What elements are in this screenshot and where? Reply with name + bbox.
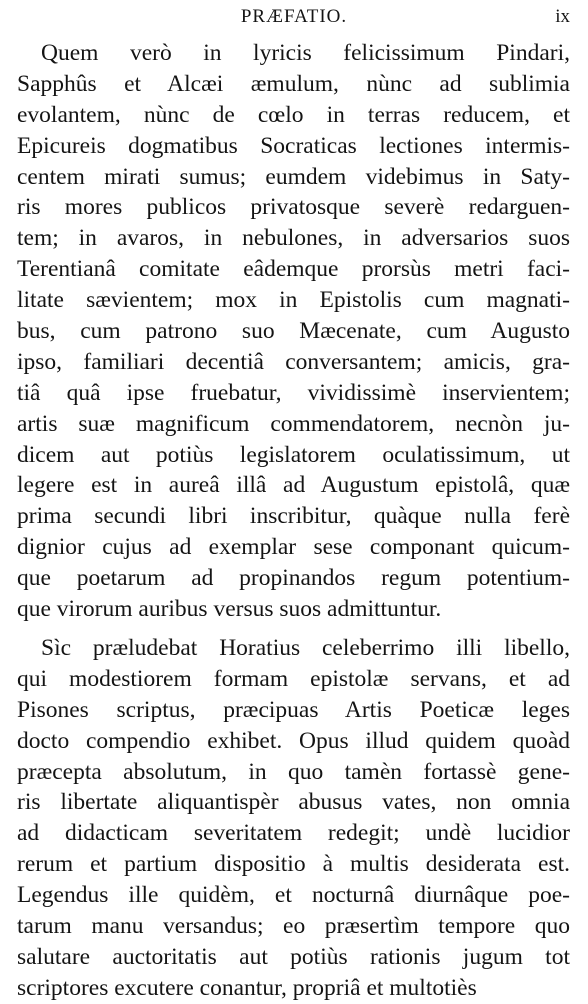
text-line: Sìc præludebat Horatius celeberrimo illi libello,: [41, 635, 570, 661]
text-line: Quem verò in lyricis felicissimum Pindari,: [41, 40, 570, 66]
text-line: ad didacticam severitatem redegit; undè lucidior: [17, 820, 570, 847]
text-line: tiâ quâ ipse fruebatur, vividissimè inservientem;: [17, 379, 570, 406]
text-line: Legendus ille quidèm, et nocturnâ diurnâque poe-: [17, 882, 570, 909]
text-line: tem; in avaros, in nebulones, in adversarios suos: [17, 225, 570, 252]
text-line: docto compendio exhibet. Opus illud quidem quoàd: [17, 727, 570, 754]
text-line: ris mores publicos privatosque severè redarguen-: [17, 194, 570, 221]
text-line: dignior cujus ad exemplar sese componant quicum-: [17, 534, 570, 561]
text-line: ipso, familiari decentiâ conversantem; amicis, gra-: [17, 348, 570, 375]
text-line: salutare auctoritatis aut potiùs rationis jugum tot: [17, 943, 570, 970]
text-line: artis suæ magnificum commendatorem, necnòn ju-: [17, 410, 570, 437]
page-number: ix: [555, 6, 570, 27]
text-line: prima secundi libri inscribitur, quàque nulla ferè: [17, 503, 570, 530]
text-line: præcepta absolutum, in quo tamèn fortassè gene-: [17, 758, 570, 785]
text-line: que virorum auribus versus suos admittuntur.: [17, 596, 442, 623]
text-line: Sapphûs et Alcæi æmulum, nùnc ad sublimia: [17, 70, 570, 97]
text-line: legere est in aureâ illâ ad Augustum epistolâ, quæ: [17, 472, 570, 499]
running-title: PRÆFATIO.: [240, 6, 348, 27]
text-line: dicem aut potiùs legislatorem oculatissimum, ut: [17, 441, 570, 468]
text-line: ris libertate aliquantispèr abusus vates, non omnia: [17, 789, 570, 816]
paragraph-1: [17, 38, 570, 625]
text-line: Terentianâ comitate eâdemque prorsùs metri faci-: [17, 256, 570, 283]
text-line: rerum et partium dispositio à multis desiderata est.: [17, 851, 570, 878]
paragraph-2: [17, 633, 570, 1004]
text-line: tarum manu versandus; eo præsertìm tempore quo: [17, 913, 570, 940]
text-line: Pisones scriptus, præcipuas Artis Poeticæ leges: [17, 696, 570, 723]
text-line: Epicureis dogmatibus Socraticas lectiones intermis-: [17, 132, 570, 159]
running-header: [0, 6, 588, 34]
text-line: que poetarum ad propinandos regum potentium-: [17, 565, 570, 592]
text-line: centem mirati sumus; eumdem videbimus in Saty-: [17, 163, 570, 190]
text-line: evolantem, nùnc de cœlo in terras reducem, et: [17, 101, 570, 128]
text-line: scriptores excutere conantur, propriâ et multotiès: [17, 974, 477, 1001]
text-line: qui modestiorem formam epistolæ servans, et ad: [17, 665, 570, 692]
text-line: litate sævientem; mox in Epistolis cum magnati-: [17, 287, 570, 314]
text-line: bus, cum patrono suo Mæcenate, cum Augusto: [17, 318, 570, 345]
